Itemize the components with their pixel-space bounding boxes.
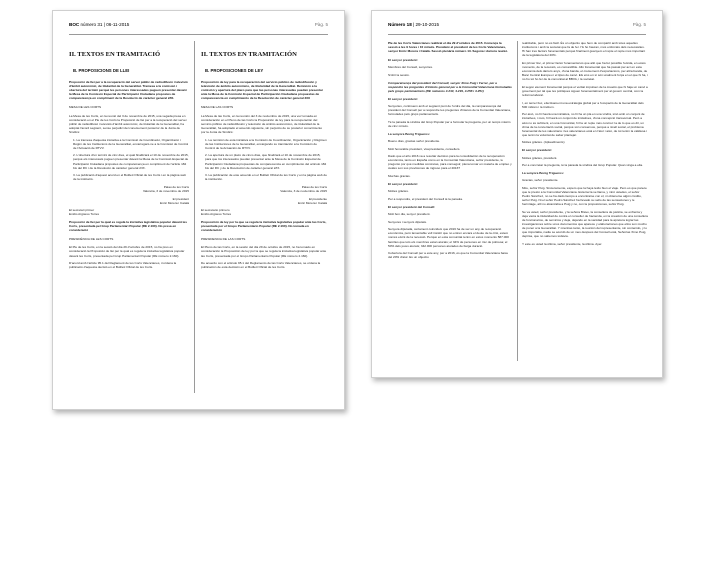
bulletin-issue: número 31 | 06-11-2015 — [80, 22, 130, 27]
speech-text: Senyores i senyors diputats. — [388, 219, 427, 224]
speech-text: Gracias, señor presidente. — [522, 178, 559, 183]
speech-text: Per això, no hi haurà una iniciativa, no hi ha un pla en una vindrà, sinó amb un conjunt de iniciatives, i més, hi haurà un conjunt de iniciatives, d'una concepció transversal. Però a això no és suficient, en una Comunitat, hi ha un repte més concret: la de lo que es dir, un clima de la concertació social, perquè són consensos, perquè a nivell social, el problema fonamental de les valencians i les valencianes està en l'atur i això, de tot tenim la validesa i que tenim la voluntat de saber plantejar. — [522, 112, 647, 137]
column-divider — [517, 41, 518, 361]
body-paragraph: De acuerdo con el artículo 95.1 del Reglamento de las Corts Valencianes, se ordena la publicación de esta decisión en el Butlletí Oficial de les Corts. — [201, 261, 321, 270]
item-summary: Proposición de ley para la recuperación del servicio público de radiodifusión y televisión de ámbito autonómico, de titularidad de la Generalitat. Remisión a la comisión y apertura del plazo para que las personas interesadas puedan presentar ante la Mesa de la Comisión Especial de Participación Ciudadana propuestas de comparecencia en cumplimiento de la Resolución de carácter general 2/IX — [201, 80, 323, 101]
signature-role: El presidente — [308, 196, 327, 201]
speech-text: Molt bon dia, senyor president. — [388, 212, 431, 217]
speech-text: Mire, señor Puig. Sinceramente, espero que la haya leído bien el viaje. Pero es que parece que le prestó a la Comunitat Valenciana. Esta tierra se llama, y miró ustedes, el señor Pedro Sánchez, no se ha dado tiempo a encontrarse con él, ni obtenerse algún crédito, señor Puig. Ni el señor Pedro Sánchez ha llevado su sello de las sensaciones y le hermitage, allí no alcanzaba a Puig y no, con la proposiciones, señor Puig. — [522, 185, 647, 207]
speech-text: I, en tercer lloc, efectivament una estratègia global per a l'ocupació de la Generalitat dels 500 milions i la tindrem. — [522, 100, 644, 109]
signature-secretary — [69, 208, 189, 216]
signature-place-text: Palau de les Corts — [163, 184, 189, 189]
signature-place — [201, 185, 327, 193]
signature-place — [69, 185, 189, 193]
speech-text: Té la paraula la síndica del Grup Popular per a formular la pregunta, per un temps màxim de cinc minuts. — [388, 119, 511, 128]
signature-president — [69, 197, 189, 205]
speech-text: Bueno días, gracias señor presidente. — [388, 139, 441, 143]
secretary-role: El secretario primero — [201, 208, 230, 213]
session-intro: Ple de les Corts Valencianes realitzat el dia 29 d'octubre de 2015. Comença la sessió a les 9 hores i 10 minuts. Presideix el president de les Corts Valencianes, senyor Enric Morera i Català. Sessió plenària número 13. Segona i darrera reunió. — [388, 41, 509, 54]
speech-text: Muchas gracias. — [388, 174, 411, 179]
speech-text: Per a concretar la pregunta, té la paraula la síndica del Grup Popular. Quan vinga a ella. — [522, 163, 643, 168]
transcript-column-1 — [388, 41, 512, 366]
signature-secretary — [201, 208, 327, 216]
signature-president — [201, 197, 327, 205]
body-paragraph: 1. La tramesa d'aquesta iniciativa a la Comissió de Coordinació, Organització i Règim de les Institucions de la Generalitat, encarregant-ne a la Comissió de Control de l'Actuació de RTVV. — [73, 137, 189, 150]
speech-text: Membres del Consell, senyories. — [388, 65, 433, 70]
item-heading: MESA DE LES CORTS — [69, 105, 102, 110]
secretary-name: Emilio Argüeso Torres — [201, 212, 232, 217]
speech-text: Senyories, continuem amb el següent punt de l'ordre del dia, la compareixença del president del Consell per a respondre les preguntes d'interés de la Comunitat Valenciana, formulades pels grups parlamentaris. — [388, 103, 511, 117]
subsection-title: B. PROPOSICIONES DE LEY — [205, 68, 264, 73]
speech-text: realitzable, però no és fàcil. És un objectiu que hem de compartir amb totes aquelles institucions i amb la societat que fa de fer. I'ls ho hauran, més enforcats dels necessàries. Hi han tres factors fonamentals perquè finalment guanyem el repte el repte més important de la legislatura del 20%. — [522, 41, 646, 58]
subsection-title: B. PROPOSICIONS DE LLEI — [73, 68, 130, 73]
item-summary: Proposición de ley por la que se regula la iniciativa legislativa popular ante las Corts, presentada por el Grupo Parlamentario Popular (RE 2.160). No tomada en consideración — [201, 219, 327, 233]
body-paragraph: El Ple de les Corts, en la sessió del dia 29 d'octubre de 2015, no ha pres en consideració la Proposició de llei per la qual es regula la iniciativa legislativa popular davant les Corts, presentada pel Grup Parlamentari Popular (RE número 2.160). — [69, 245, 185, 258]
speech-text: S'obri la sessió. — [388, 72, 410, 77]
speech-text: Molt honorable president, vicepresidenta, consellers. — [388, 146, 461, 151]
bulletin-page-right — [371, 10, 663, 378]
speech-text: Moltes gràcies. — [388, 189, 409, 194]
section-title: II. TEXTOS EN TRAMITACIÓ — [69, 51, 161, 58]
section-title: II. TEXTOS EN TRAMITACIÓN — [201, 51, 297, 58]
speech-text: Moltes gràcies, president. — [522, 155, 558, 160]
body-paragraph: 3. La publicació d'aquest acord en el Butlletí Oficial de les Corts i en la pàgina web de la institució. — [73, 173, 187, 182]
signature-name: Enric Morera i Català — [297, 200, 327, 205]
page-number: Pàg. 5 — [632, 22, 646, 27]
column-divider — [194, 41, 195, 393]
speech-text: Dado que el año 2016 va a resultar decisivo para la consolidación de la recuperación económica, tanto en España como en la Comunitat Valenciana, señor presidente, le pregunto por qué medidas concretas, para conseguir, plena tomar en materia de empleo y cuáles son sus previsiones de ingreso para el 2016? — [388, 154, 512, 171]
page-header — [388, 22, 646, 35]
item-heading: PRESIDÈNCIA DE LES CORTS — [69, 237, 114, 242]
item-heading: MESA DE LAS CORTS — [201, 105, 234, 110]
secretary-name: Emilio Argüeso Torres — [69, 212, 100, 217]
speech-text: Cobertura del Consell per a este any, per a 2016, és que la Comunitat Valenciana baixe del 20% d'atur. Es un objectiu — [388, 251, 509, 260]
speaker-label: El senyor president: — [388, 58, 418, 63]
speaker-label: El senyor president: — [388, 182, 418, 187]
speaker-label: La senyora Bonig Trigueros: — [522, 171, 564, 176]
signature-name: Enric Morera i Català — [159, 200, 189, 205]
bulletin-issue: | 29-10-2015 — [413, 22, 439, 27]
transcript-column-2 — [522, 41, 648, 366]
speech-text: Per a respondre, el president del Consell té la paraula. — [388, 196, 463, 201]
speech-text: Moltes gràcies. (Aplaudiments) — [522, 140, 565, 145]
speaker-label: La senyora Bonig Trigueros: — [388, 131, 430, 136]
speech-text: Senyora diputada, certament coincideix que 2016 ha de ser un any de recuperació econòmica, però lamentable vull insistir que no entren encara el deute de la crisi, estem només eixint de la recessió. Perquè en esta comunitat tenim en estos moments 587.000 famílies que tots els membres estan aturats; el 34% de persones en risc de pobresa; el 50% dels joves aturats; 342.000 persones aturades de llarga duració. — [388, 227, 509, 248]
signature-role: El president — [172, 196, 189, 201]
page-header — [69, 22, 328, 35]
agenda-item-title: Compareixença del president del Consell, senyor Ximo Puig i Ferrer, per a respondre les preguntes d'interés general per a la Comunitat Valenciana formulades pels grups parlamentaris (RE números 4.230, 4.239, 4.258 i 4.251) — [388, 80, 512, 93]
speech-text: Se va usted, señor presidente, y la señora Bravo, la consellera de justicia, se enfrenta y deja vacía la titularidad de contra el conseller de hacienda, en la creación de una consellera de funcionarios, de servicios y deja, dejando en la sanidad para la apretura lograr las investigaciones sobre unos documentos que aparece y elaboraciones que ellos son mucho de poner a la Generalitat. Y mientras tanto, la reunión del representante, sin contenido, y lo que importaba, nadie se acordó de un mes después del Consell está, Señorías Ximo Puig, deprisa, que no sabemos todavía. — [522, 209, 648, 239]
page-number: Pàg. 5 — [314, 22, 328, 27]
bulletin-name: BOC — [69, 22, 80, 27]
body-paragraph: La Mesa de les Corts, en la reunió del 3 de novembre de 2015, una vegada presa en consideració en el Ple de les Corts la Proposició de llei per a la recuperació del servei públic de radiodifusió i televisió d'àmbit autonòmic, de titularitat de la Generalitat, ha adoptat l'acord següent, sense perjudici del coneixement posterior de la Junta de Síndics: — [69, 113, 187, 134]
speaker-label: El senyor president: — [388, 96, 418, 101]
signature-date: Valencia, 3 de noviembre de 2015 — [280, 188, 327, 193]
signature-place-text: Palau de les Corts — [301, 184, 327, 189]
speech-text: En primer lloc, el primer factor fonamental és que allò que ha fet possible l'eixida, en estos moments, de la recessió, es comandible. Allò fonamental que ha passat per ací en esta economia dels darrers anys, d'una banda, el creixement d'exportacions, per altra banda, de Banc Central Europeu i el tipus de canvi. Els eixs en sí són unalment força en el que hi ha, i no ho tot ho fer de la comunitat al BBVA, i la societat. — [522, 60, 648, 82]
bulletin-page-left — [52, 10, 345, 410]
column-spanish — [201, 41, 327, 391]
column-valencian — [69, 41, 189, 391]
secretary-role: El secretari primer — [69, 208, 95, 213]
bulletin-name: Número 18 — [388, 22, 412, 27]
body-paragraph: D'acord amb l'article 95.1 del Reglament de les Corts Valencianes, s'ordena la publicació d'aquesta decisió en el Butlletí Oficial de les Corts. — [69, 261, 177, 270]
speaker-label: El senyor president del Consell: — [388, 204, 436, 209]
body-paragraph: La Mesa de las Corts, en la reunión del 3 de noviembre de 2015, una vez tomada en consideración en el Pleno de las Corts la Proposición de ley para la recuperación del servicio público de radiodifusión y televisión de ámbito autonómico, de titularidad de la Generalitat, ha adoptado el acuerdo siguiente, sin perjuicio de su posterior conocimiento por la Junta de Síndics: — [201, 113, 323, 134]
signature-date: València, 3 de novembre de 2015 — [142, 188, 189, 193]
body-paragraph: El Pleno de las Corts, en la sesión del día 29 de octubre de 2015, no ha tomado en consideración la Proposición de ley por la que se regula la iniciativa legislativa popular ante las Corts, presentada por el Grupo Parlamentario Popular (RE número 2.160). — [201, 245, 327, 258]
item-heading: PRESIDENCIA DE LAS CORTS — [201, 237, 246, 242]
body-paragraph: 3. La publicación de este acuerdo en el Butlletí Oficial de les Corts y en la página web de la institución. — [205, 173, 327, 182]
speaker-label: El senyor president: — [522, 148, 552, 153]
item-summary: Proposició de llei per la qual es regula la iniciativa legislativa popular davant les Corts, presentada pel Grup Parlamentari Popular (RE 2.160). No presa en consideració — [69, 219, 187, 233]
body-paragraph: 1. La remisión de esta iniciativa a la Comisión de Coordinación, Organización y Régimen de las Instituciones de la Generalitat, encargando su tramitación a la Comisión de Control de la Actuación de RTVV. — [205, 137, 327, 150]
speech-text: Y este es usted la última, señor presidente, la última. Ayer. — [522, 242, 603, 247]
speech-text: El segon element fonamental perquè el veritat impulsen de la creació que hi haja un canvi a governent per tal que les polítiques siguen fonamentalment per al govern central, com la reforma laboral. — [522, 84, 648, 98]
body-paragraph: 2. L'obertura d'un termini de cinc dies, el qual finalitzarà el 10 de novembre de 2015, perquè els interessats puguen presentar davant la Mesa de la Comissió Especial de Participació Ciutadana propostes de compareixença en compliment de l'article 182 bis del RC i de la Resolució de caràcter general 2/IX. — [73, 153, 189, 170]
body-paragraph: 2. La apertura de un plazo de cinco días, que finalizará el 10 de noviembre de 2015, para que los interesados puedan presentar ante la Mesa de la Comisión Especial de Participación Ciudadana propuestas de comparecencia en cumplimiento del artículo 182 bis del RC y de la Resolución de carácter general 2/IX. — [205, 153, 327, 170]
item-summary: Proposició de llei per a la recuperació del servei públic de radiodifusió i televisió d'àmbit autonòmic, de titularitat de la Generalitat. Tramesa a la comissió i obertura del termini perquè les persones interessades puguen presentar davant la Mesa de la Comissió Especial de Participació Ciutadana propostes de compareixença en compliment de la Resolució de caràcter general 2/IX. — [69, 80, 188, 101]
